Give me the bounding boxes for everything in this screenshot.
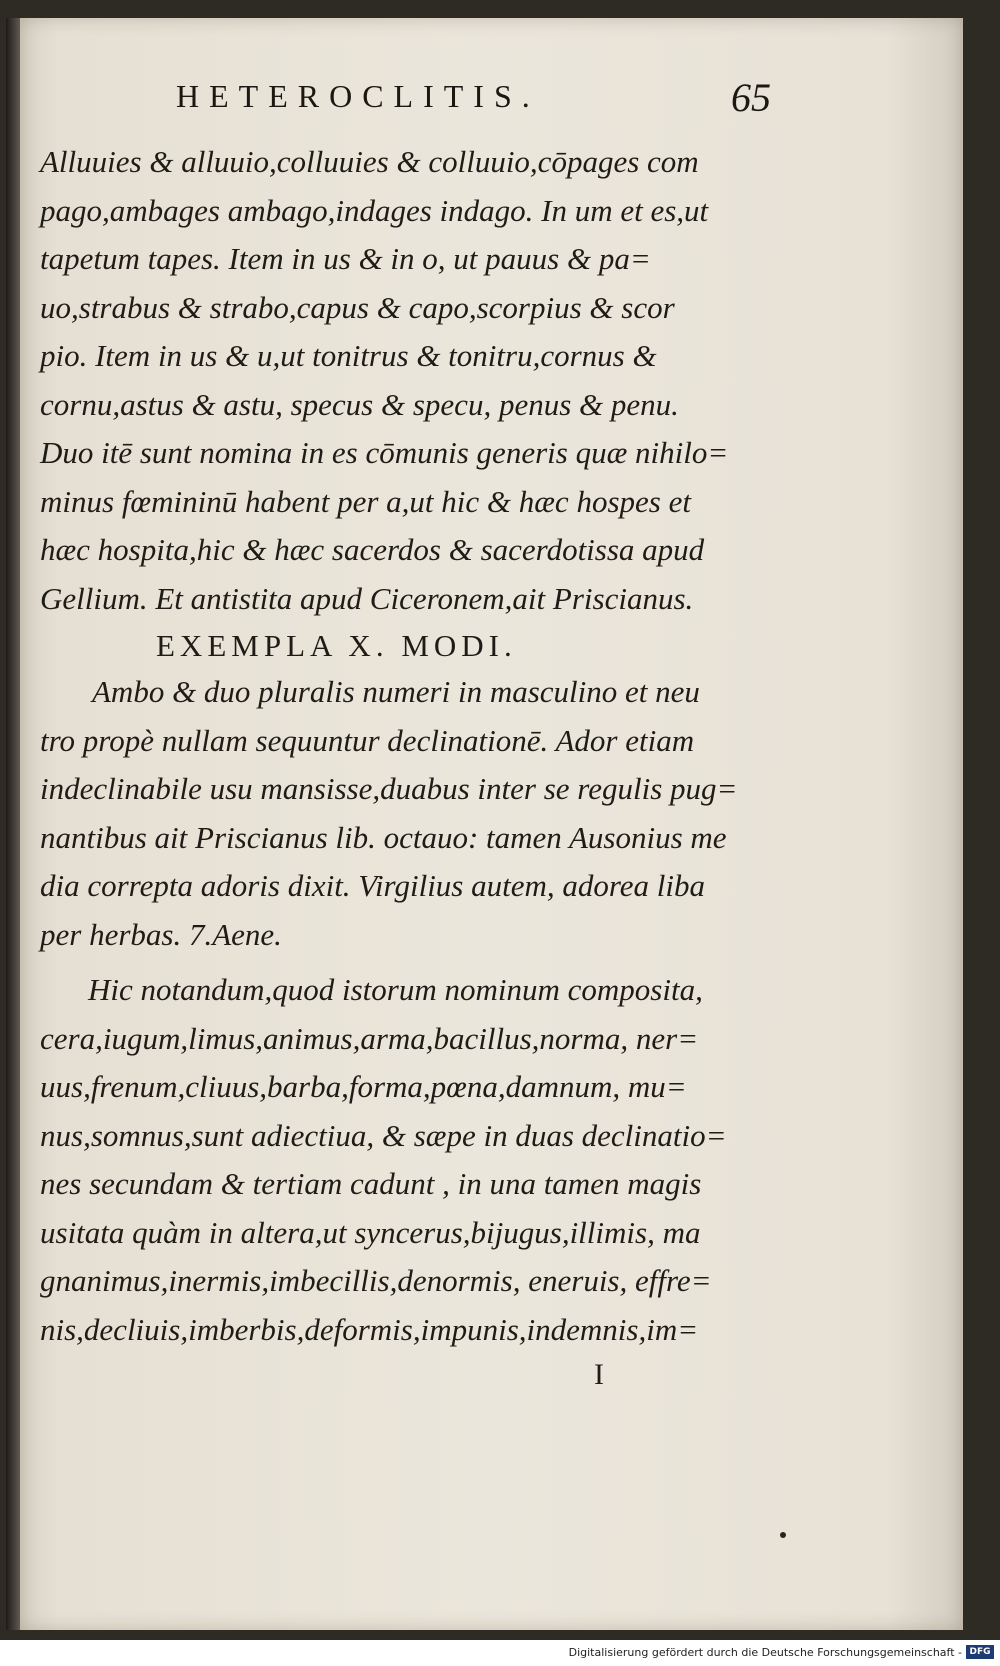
text-line: nus,somnus,sunt adiectiua, & sæpe in duas declinatio= bbox=[40, 1117, 727, 1153]
page-header bbox=[176, 75, 776, 128]
text-line: Gellium. Et antistita apud Ciceronem,ait Priscianus. bbox=[40, 580, 694, 616]
footer-bar bbox=[0, 1640, 1000, 1666]
text-line: nantibus ait Priscianus lib. octauo: tamen Ausonius me bbox=[40, 819, 727, 855]
text-line: Ambo & duo pluralis numeri in masculino et neu bbox=[92, 674, 700, 709]
text-line: per herbas. 7.Aene. bbox=[40, 916, 282, 952]
text-line: Duo itē sunt nomina in es cōmunis generis quæ nihilo= bbox=[40, 435, 729, 470]
dfg-logo-icon: DFG bbox=[966, 1645, 994, 1659]
text-line: uo,strabus & strabo,capus & capo,scorpius & scor bbox=[40, 289, 675, 325]
page-number: 65 bbox=[731, 75, 771, 120]
text-line: uus,frenum,cliuus,barba,forma,pœna,damnum, mu= bbox=[40, 1069, 687, 1104]
text-line: tapetum tapes. Item in us & in o, ut pauus & pa= bbox=[40, 241, 651, 276]
text-line: gnanimus,inermis,imbecillis,denormis, eneruis, effre= bbox=[40, 1263, 712, 1298]
text-line: nis,decliuis,imberbis,deformis,impunis,indemnis,im= bbox=[40, 1311, 699, 1347]
text-line: minus fœmininū habent per a,ut hic & hæc hospes et bbox=[40, 483, 691, 519]
ink-spot bbox=[780, 1532, 786, 1538]
running-head: HETEROCLITIS. bbox=[176, 78, 540, 114]
section-heading: EXEMPLA X. MODI. bbox=[156, 628, 517, 663]
funding-notice: Digitalisierung gefördert durch die Deutsche Forschungsgemeinschaft - bbox=[568, 1646, 962, 1659]
text-line: Alluuies & alluuio,colluuies & colluuio,cōpages com bbox=[40, 144, 699, 179]
text-block-heteroclitis bbox=[40, 138, 740, 623]
text-line: dia correpta adoris dixit. Virgilius autem, adorea liba bbox=[40, 868, 706, 903]
text-line: hæc hospita,hic & hæc sacerdos & sacerdotissa apud bbox=[40, 532, 705, 567]
text-line: cera,iugum,limus,animus,arma,bacillus,norma, ner= bbox=[40, 1020, 699, 1056]
text-block-exempla bbox=[40, 668, 740, 959]
text-line: pago,ambages ambago,indages indago. In um et es,ut bbox=[40, 192, 709, 228]
text-line: usitata quàm in altera,ut syncerus,bijugus,illimis, ma bbox=[40, 1214, 701, 1250]
text-block-composita bbox=[40, 966, 740, 1354]
signature-mark: I bbox=[594, 1358, 604, 1391]
text-line: indeclinabile usu mansisse,duabus inter se regulis pug= bbox=[40, 771, 738, 806]
text-line: Hic notandum,quod istorum nominum composita, bbox=[88, 972, 703, 1007]
text-line: cornu,astus & astu, specus & specu, penus & penu. bbox=[40, 386, 679, 422]
text-line: nes secundam & tertiam cadunt , in una tamen magis bbox=[40, 1166, 702, 1201]
text-line: pio. Item in us & u,ut tonitrus & tonitru,cornus & bbox=[40, 338, 657, 373]
text-line: tro propè nullam sequuntur declinationē. Ador etiam bbox=[40, 722, 695, 758]
